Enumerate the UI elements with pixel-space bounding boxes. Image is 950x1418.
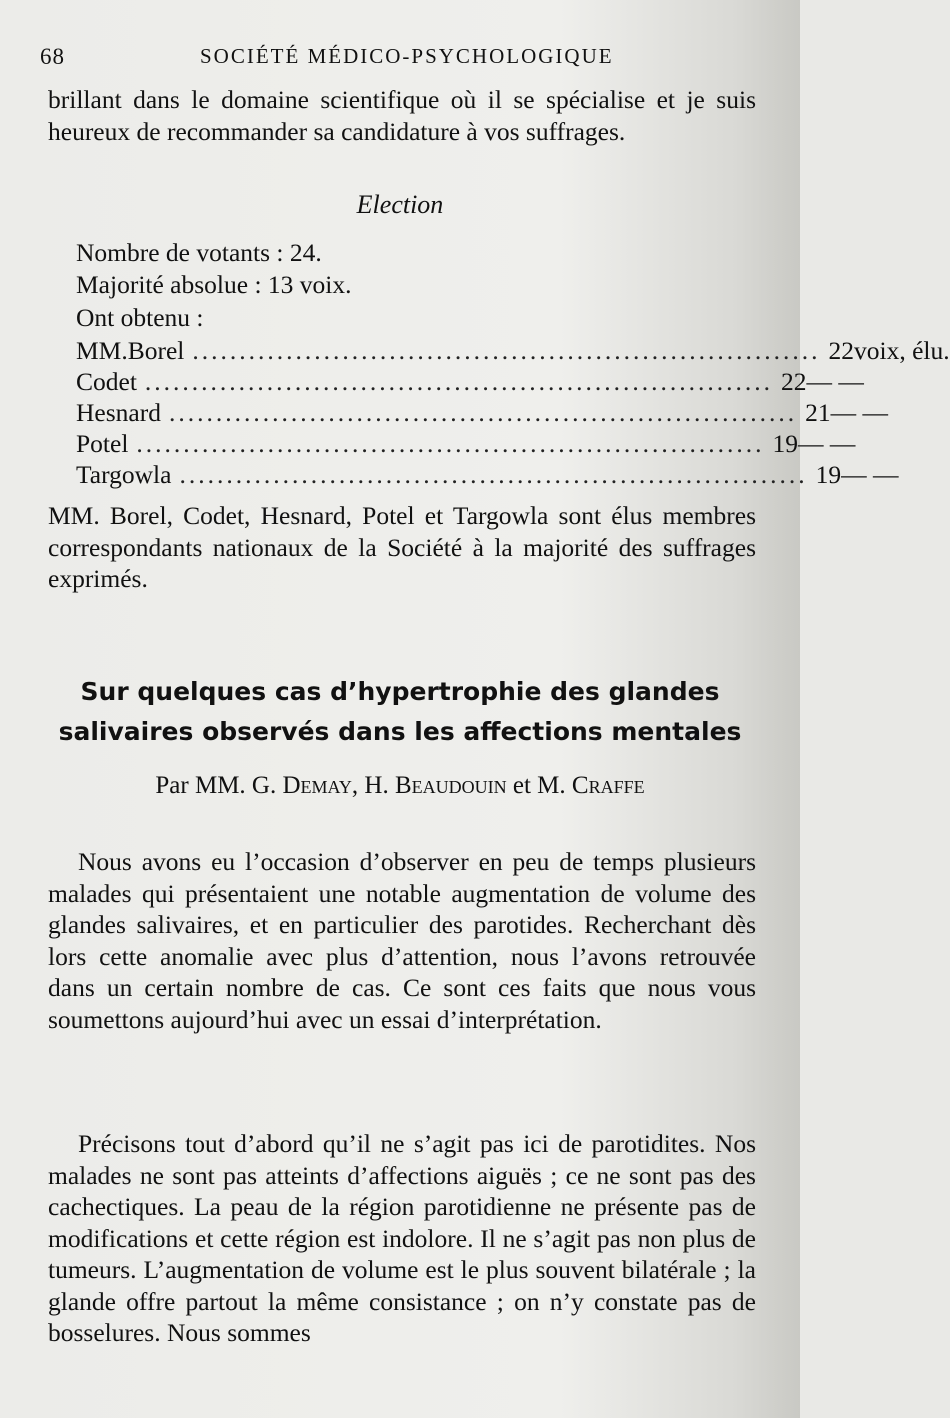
obtained-label: Ont obtenu : [76, 303, 204, 332]
leader-dots: ................................................................... [168, 398, 798, 427]
candidate-name: Codet [76, 367, 137, 396]
vote-count: 19 [815, 460, 842, 489]
election-results [76, 336, 950, 491]
vote-count: 21 [805, 398, 831, 427]
result-row [76, 398, 888, 429]
running-title: SOCIÉTÉ MÉDICO-PSYCHOLOGIQUE [200, 44, 614, 68]
page-number: 68 [40, 44, 65, 69]
vote-unit: — — [841, 460, 899, 489]
article-paragraph: Précisons tout d’abord qu’il ne s’agit pas ici de parotidites. Nos malades ne sont pas atteints d’affections aiguës ; ce ne sont pas des cachectiques. La peau de la région parotidienne ne présente pas de modifications et cette région est indolore. Il ne s’agit pas non plus de tumeurs. L’augmentation de volume est le plus souvent bilatérale ; la glande offre partout la même consistance ; on n’y constate pas de bosselures. Nous sommes [48, 1129, 756, 1347]
result-row [76, 367, 864, 398]
author-name: Beaudouin [394, 772, 507, 799]
article-title [40, 672, 760, 752]
vote-count: 22 [828, 336, 855, 365]
candidate-name: Targowla [76, 460, 172, 489]
candidate-name: Borel [127, 336, 185, 365]
vote-unit: — — [806, 367, 864, 396]
byline-prefix: Par MM. G. [155, 772, 283, 799]
author-name: Demay [282, 772, 352, 799]
result-prefix: MM. [76, 336, 128, 365]
intro-paragraph: brillant dans le domaine scientifique où il se spécialise et je suis heureux de recommander sa candidature à vos suffrages. [48, 85, 756, 146]
election-conclusion: MM. Borel, Codet, Hesnard, Potel et Targowla sont élus membres correspondants nationaux de la Société à la majorité des suffrages exprimés. [48, 501, 756, 593]
leader-dots: ................................................................... [136, 429, 765, 458]
result-row [76, 429, 856, 460]
vote-unit: — — [798, 429, 856, 458]
absolute-majority: Majorité absolue : 13 voix. [76, 270, 352, 299]
article-byline [0, 772, 800, 800]
leader-dots: ................................................................... [144, 367, 774, 396]
vote-count: 22 [781, 367, 807, 396]
article-paragraph: Nous avons eu l’occasion d’observer en peu de temps plusieurs malades qui présentaient une notable augmentation de volume des glandes salivaires, et en particulier des parotides. Recherchant dès lors cette anomalie avec plus d’attention, nous l’avons retrouvée dans un certain nombre de cas. Ce sont ces faits que nous vous soumettons aujourd’hui avec un essai d’interprétation. [48, 847, 756, 1034]
byline-separator: , H. [351, 772, 395, 799]
result-row [76, 460, 899, 491]
leader-dots: ................................................................... [179, 460, 808, 489]
candidate-name: Potel [76, 429, 129, 458]
voters-count: Nombre de votants : 24. [76, 238, 322, 267]
page-header [40, 40, 760, 74]
vote-unit: voix, élu. [854, 336, 950, 365]
candidate-name: Hesnard [76, 398, 161, 427]
author-name: Craffe [571, 772, 645, 799]
result-row [76, 336, 950, 367]
byline-separator: et M. [506, 772, 572, 799]
election-heading: Election [356, 190, 444, 219]
vote-count: 19 [772, 429, 799, 458]
vote-unit: — — [830, 398, 888, 427]
article-title-line: salivaires observés dans les affections mentales [58, 717, 742, 746]
leader-dots: ................................................................... [192, 336, 821, 365]
article-title-line: Sur quelques cas d’hypertrophie des glandes [80, 677, 720, 706]
